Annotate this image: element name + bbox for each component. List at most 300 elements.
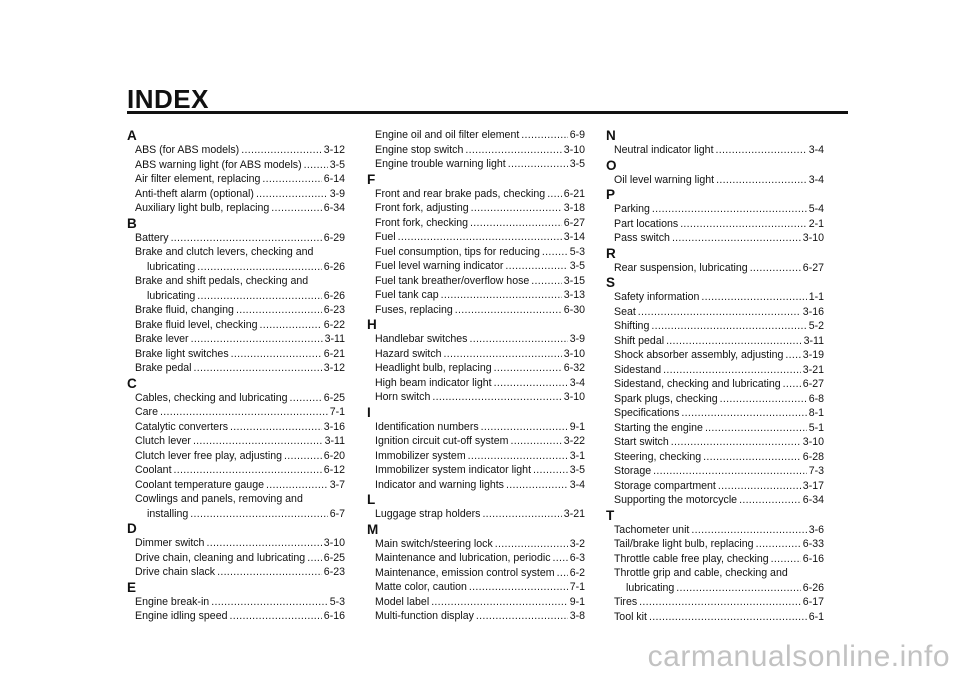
index-entry	[606, 334, 824, 349]
dot-leader	[716, 143, 807, 158]
dot-leader	[739, 493, 801, 508]
index-page-number: 5-1	[808, 421, 824, 434]
dot-leader	[206, 536, 321, 551]
index-entry	[367, 347, 585, 362]
index-entry	[127, 551, 345, 566]
index-entry-text: Engine break-in	[135, 595, 210, 608]
index-entry	[606, 464, 824, 479]
index-entry-text: Horn switch	[375, 391, 431, 403]
index-entry-text: Hazard switch	[375, 347, 442, 360]
index-page-number: 7-3	[808, 465, 824, 477]
index-entry	[127, 609, 345, 624]
index-entry-text: Engine idling speed	[135, 610, 228, 622]
dot-leader	[703, 450, 801, 465]
index-letter-heading: T	[606, 507, 615, 523]
dot-leader	[671, 435, 801, 450]
index-letter-heading: D	[127, 521, 137, 536]
dot-leader	[672, 231, 801, 246]
dot-leader	[505, 259, 567, 274]
index-entry	[127, 260, 345, 275]
index-entry-text: Shock absorber assembly, adjusting	[614, 349, 784, 361]
index-letter-heading: S	[606, 275, 616, 290]
index-entry-text: Auxiliary light bulb, replacing	[135, 202, 270, 214]
dot-leader	[211, 595, 327, 610]
dot-leader	[465, 143, 561, 158]
index-entry	[127, 391, 345, 406]
index-entry-text: Fuel level warning indicator	[375, 260, 504, 272]
dot-leader	[482, 507, 561, 522]
dot-leader	[307, 551, 322, 566]
index-entry	[606, 523, 824, 538]
index-entry-text: Engine trouble warning light	[375, 158, 506, 170]
index-entry-text: Immobilizer system indicator light	[375, 464, 532, 476]
index-page-number: 5-2	[808, 320, 824, 332]
index-entry	[127, 332, 345, 347]
page-title: INDEX	[127, 84, 209, 114]
index-entry	[127, 595, 345, 610]
index-entry	[367, 595, 585, 610]
index-entry	[367, 463, 585, 478]
index-entry	[367, 609, 585, 624]
dot-leader	[231, 347, 322, 362]
index-entry-text: Fuel tank breather/overflow hose	[375, 274, 530, 287]
index-entry	[367, 390, 585, 405]
dot-leader	[194, 361, 322, 376]
index-entry	[606, 392, 824, 407]
index-entry	[127, 172, 345, 187]
index-page-number: 3-21	[802, 363, 824, 376]
index-page-number: 3-4	[808, 144, 824, 156]
index-entry	[367, 478, 585, 493]
index-letter-heading: R	[606, 245, 616, 261]
title-rule	[127, 111, 848, 114]
index-entry	[127, 143, 345, 158]
index-entry-text: Clutch lever	[135, 435, 191, 447]
index-entry-text: Starting the engine	[614, 421, 703, 434]
dot-leader	[171, 231, 322, 246]
index-entry	[367, 143, 585, 158]
dot-leader	[441, 288, 562, 303]
index-entry	[606, 450, 824, 465]
index-letter-heading: A	[127, 128, 137, 143]
dot-leader	[444, 347, 562, 362]
dot-leader	[533, 463, 568, 478]
index-page-number: 6-12	[323, 464, 345, 476]
index-entry	[606, 143, 824, 158]
dot-leader	[718, 479, 801, 494]
index-page-number: 3-12	[323, 144, 345, 156]
index-entry-text: Dimmer switch	[135, 537, 205, 549]
index-page-number: 6-2	[569, 566, 585, 579]
dot-leader	[217, 565, 322, 580]
index-entry-text: Parking	[614, 203, 650, 215]
index-entry-text: Luggage strap holders	[375, 508, 481, 520]
index-entry	[367, 128, 585, 143]
index-entry-text: Cables, checking and lubricating	[135, 391, 288, 404]
index-page-number: 3-5	[329, 158, 345, 171]
index-entry-text: Tachometer unit	[614, 523, 690, 536]
index-entry-text: Throttle grip and cable, checking and	[614, 567, 788, 579]
dot-leader	[290, 391, 322, 406]
index-entry	[606, 479, 824, 494]
index-entry-text: Fuel consumption, tips for reducing	[375, 245, 540, 258]
dot-leader	[398, 230, 562, 245]
index-page-number: 6-26	[802, 581, 824, 594]
index-page-number: 3-4	[569, 478, 585, 491]
index-entry-text: lubricating	[626, 581, 675, 594]
index-entry	[606, 406, 824, 421]
index-entry-text: Supporting the motorcycle	[614, 494, 738, 506]
index-entry-text: Brake lever	[135, 333, 189, 345]
index-page-number: 3-21	[563, 508, 585, 520]
dot-leader	[476, 609, 568, 624]
index-entry-text: Sidestand, checking and lubricating	[614, 378, 781, 390]
index-page-number: 6-23	[323, 304, 345, 316]
index-page-number: 6-7	[329, 507, 345, 520]
index-page-number: 3-10	[563, 347, 585, 360]
index-entry	[606, 493, 824, 508]
index-entry	[367, 507, 585, 522]
index-letter-heading: M	[367, 521, 379, 537]
index-entry-text: Brake fluid, changing	[135, 304, 234, 316]
index-column-2	[367, 128, 585, 624]
index-entry	[367, 332, 585, 347]
dot-leader	[469, 332, 567, 347]
index-entry-text: High beam indicator light	[375, 376, 492, 389]
index-page-number: 9-1	[569, 595, 585, 608]
dot-leader	[236, 303, 322, 318]
dot-leader	[271, 201, 322, 216]
dot-leader	[262, 172, 321, 187]
index-entry-text: Neutral indicator light	[614, 144, 714, 156]
index-entry-text: Headlight bulb, replacing	[375, 362, 492, 374]
index-page-number: 3-10	[563, 143, 585, 156]
index-page-number: 6-1	[808, 610, 824, 623]
index-page-number: 3-2	[569, 537, 585, 550]
index-page-number: 6-28	[802, 450, 824, 463]
index-entry	[127, 318, 345, 333]
dot-leader	[680, 217, 807, 232]
dot-leader	[783, 377, 801, 392]
index-letter-heading: N	[606, 128, 616, 143]
index-page-number: 6-16	[323, 610, 345, 622]
dot-leader	[191, 332, 323, 347]
index-page-number: 3-17	[802, 479, 824, 492]
dot-leader	[481, 420, 568, 435]
dot-leader	[494, 361, 562, 376]
index-page-number: 3-10	[563, 391, 585, 403]
index-entry	[127, 536, 345, 551]
dot-leader	[705, 421, 807, 436]
index-entry	[606, 290, 824, 305]
index-entry-text: Specifications	[614, 407, 680, 419]
index-entry-text: Safety information	[614, 291, 700, 303]
index-entry	[127, 361, 345, 376]
index-entry	[606, 305, 824, 320]
dot-leader	[521, 128, 567, 143]
dot-leader	[304, 158, 328, 173]
index-page-number: 3-16	[802, 305, 824, 318]
index-entry-text: Storage compartment	[614, 479, 716, 492]
index-entry	[367, 566, 585, 581]
index-page-number: 3-11	[803, 334, 824, 347]
index-entry-text: Seat	[614, 305, 636, 318]
index-page-number: 3-19	[802, 349, 824, 361]
index-entry-text: Drive chain, cleaning and lubricating	[135, 551, 306, 564]
index-page-number: 3-14	[563, 231, 585, 243]
index-entry-text: Air filter element, replacing	[135, 173, 261, 185]
dot-leader	[174, 463, 322, 478]
index-entry	[127, 231, 345, 246]
index-entry-text: Fuel tank cap	[375, 289, 439, 301]
index-entry	[367, 274, 585, 289]
index-page-number: 6-26	[323, 260, 345, 273]
index-entry	[367, 230, 585, 245]
dot-leader	[160, 405, 328, 420]
dot-leader	[197, 260, 322, 275]
index-entry-text: Clutch lever free play, adjusting	[135, 449, 283, 462]
index-entry	[127, 565, 345, 580]
index-letter-heading: H	[367, 317, 377, 332]
index-entry	[367, 434, 585, 449]
index-entry	[606, 377, 824, 392]
index-entry	[367, 216, 585, 231]
index-page-number: 3-7	[329, 478, 345, 491]
index-entry-text: Matte color, caution	[375, 581, 467, 593]
index-entry-text: Ignition circuit cut-off system	[375, 435, 509, 447]
dot-leader	[653, 464, 807, 479]
index-page-number: 3-22	[563, 435, 585, 447]
index-page-number: 3-16	[323, 420, 345, 433]
index-entry	[606, 217, 824, 232]
index-page-number: 3-11	[324, 333, 345, 345]
index-entry-text: Front and rear brake pads, checking	[375, 187, 546, 200]
dot-leader	[230, 420, 322, 435]
index-entry-text: Fuses, replacing	[375, 303, 453, 316]
index-page-number: 3-9	[569, 333, 585, 345]
index-letter-heading: E	[127, 579, 137, 595]
index-letter-heading: O	[606, 157, 617, 173]
index-page-number: 6-3	[569, 552, 585, 564]
index-page-number: 6-14	[323, 173, 345, 185]
index-entry	[606, 348, 824, 363]
index-page-number: 2-1	[808, 217, 824, 230]
index-entry-text: Identification numbers	[375, 420, 479, 433]
index-entry	[606, 231, 824, 246]
index-page-number: 3-10	[802, 436, 824, 448]
index-entry	[606, 319, 824, 334]
dot-leader	[468, 449, 568, 464]
index-entry-text: Front fork, adjusting	[375, 202, 469, 214]
index-page-number: 3-13	[563, 289, 585, 301]
index-entry-text: Engine oil and oil filter element	[375, 129, 520, 141]
index-letter-heading: F	[367, 171, 376, 187]
index-entry-text: Shifting	[614, 320, 650, 332]
index-entry	[367, 187, 585, 202]
index-entry	[127, 420, 345, 435]
index-page-number: 6-21	[563, 187, 585, 200]
index-page-number: 6-9	[569, 129, 585, 141]
index-page-number: 6-27	[802, 378, 824, 390]
index-letter-heading: B	[127, 215, 137, 231]
index-entry	[127, 463, 345, 478]
dot-leader	[676, 581, 801, 596]
index-page-number: 9-1	[569, 420, 585, 433]
index-entry-text: Fuel	[375, 231, 396, 243]
index-entry	[127, 303, 345, 318]
index-page-number: 7-1	[569, 581, 585, 593]
index-page-number: 3-10	[802, 232, 824, 244]
dot-leader	[431, 595, 568, 610]
dot-leader	[531, 274, 562, 289]
index-entry-text: lubricating	[147, 260, 196, 273]
index-entry	[127, 187, 345, 202]
index-page-number: 3-9	[329, 187, 345, 200]
index-page-number: 6-25	[323, 551, 345, 564]
index-entry-text: Tires	[614, 596, 638, 608]
dot-leader	[494, 376, 568, 391]
index-entry-text: Cowlings and panels, removing and	[135, 493, 303, 505]
index-page-number: 6-25	[323, 391, 345, 404]
index-entry-text: Pass switch	[614, 232, 670, 244]
index-entry	[367, 449, 585, 464]
index-letter-heading: L	[367, 492, 376, 507]
dot-leader	[638, 305, 801, 320]
index-entry	[606, 610, 824, 625]
index-entry-text: Immobilizer system	[375, 449, 466, 462]
index-page-number: 3-12	[323, 362, 345, 374]
dot-leader	[455, 303, 562, 318]
index-entry	[367, 537, 585, 552]
dot-leader	[649, 610, 807, 625]
index-page-number: 5-3	[569, 245, 585, 258]
index-entry	[606, 595, 824, 610]
index-page-number: 3-5	[569, 158, 585, 170]
index-entry-text: Coolant temperature gauge	[135, 478, 264, 491]
dot-leader	[785, 348, 800, 363]
index-entry-text: Engine stop switch	[375, 143, 464, 156]
index-entry	[367, 361, 585, 376]
dot-leader	[771, 552, 801, 567]
index-page-number: 6-23	[323, 566, 345, 578]
index-entry	[127, 347, 345, 362]
index-entry	[367, 245, 585, 260]
index-entry	[606, 552, 824, 567]
index-page-number: 6-33	[802, 538, 824, 550]
index-page-number: 6-20	[323, 449, 345, 462]
dot-leader	[716, 173, 807, 188]
index-entry	[127, 478, 345, 493]
index-entry-text: Rear suspension, lubricating	[614, 261, 748, 274]
index-entry-text: Throttle cable free play, checking	[614, 552, 769, 565]
index-entry-text: installing	[147, 507, 189, 520]
index-entry-text: Catalytic converters	[135, 420, 229, 433]
index-entry-text: ABS (for ABS models)	[135, 144, 240, 156]
index-page-number: 3-1	[569, 449, 585, 462]
dot-leader	[229, 609, 321, 624]
index-entry-text: Start switch	[614, 436, 669, 448]
index-entry-text: Brake and clutch levers, checking and	[135, 246, 314, 258]
index-entry-text: Part locations	[614, 217, 679, 230]
index-page-number: 6-30	[563, 303, 585, 316]
index-entry	[367, 580, 585, 595]
dot-leader	[701, 290, 806, 305]
index-entry-text: Oil level warning light	[614, 173, 715, 186]
dot-leader	[284, 449, 322, 464]
index-page-number: 3-5	[569, 464, 585, 476]
index-entry	[127, 289, 345, 304]
index-entry-text: Handlebar switches	[375, 333, 468, 345]
index-entry-text: Drive chain slack	[135, 566, 216, 578]
index-page-number: 3-5	[569, 260, 585, 272]
dot-leader	[197, 289, 322, 304]
dot-leader	[691, 523, 806, 538]
dot-leader	[432, 390, 561, 405]
index-entry	[606, 173, 824, 188]
index-entry	[606, 537, 824, 552]
index-entry	[367, 259, 585, 274]
dot-leader	[510, 434, 561, 449]
dot-leader	[681, 406, 806, 421]
index-entry	[127, 405, 345, 420]
index-column-1	[127, 128, 345, 624]
index-page-number: 8-1	[808, 407, 824, 419]
index-page-number: 5-4	[808, 203, 824, 215]
index-entry	[367, 551, 585, 566]
index-entry-text: Storage	[614, 465, 652, 477]
index-entry	[606, 363, 824, 378]
dot-leader	[508, 157, 568, 172]
index-entry-text: Steering, checking	[614, 450, 702, 463]
index-page-number: 6-16	[802, 552, 824, 565]
index-page-number: 6-21	[323, 347, 345, 360]
index-page-number: 1-1	[808, 291, 824, 303]
index-letter-heading: I	[367, 404, 371, 420]
index-page-number: 6-17	[802, 596, 824, 608]
index-entry-text: Shift pedal	[614, 334, 665, 347]
index-entry-text: lubricating	[147, 289, 196, 302]
index-entry-text: Coolant	[135, 464, 172, 476]
index-entry	[606, 581, 824, 596]
index-entry-text: Sidestand	[614, 363, 662, 376]
dot-leader	[190, 507, 327, 522]
index-entry	[127, 434, 345, 449]
index-entry	[367, 420, 585, 435]
dot-leader	[241, 143, 322, 158]
dot-leader	[557, 566, 568, 581]
index-entry	[606, 202, 824, 217]
index-entry	[127, 449, 345, 464]
index-entry	[367, 376, 585, 391]
dot-leader	[553, 551, 568, 566]
index-entry	[367, 157, 585, 172]
index-entry-text: Maintenance, emission control system	[375, 566, 555, 579]
index-entry-text: Multi-function display	[375, 610, 474, 622]
index-entry-text: Battery	[135, 231, 169, 244]
index-entry	[127, 158, 345, 173]
index-entry	[606, 261, 824, 276]
dot-leader	[470, 216, 562, 231]
index-entry-text: ABS warning light (for ABS models)	[135, 158, 302, 171]
dot-leader	[756, 537, 801, 552]
dot-leader	[663, 363, 801, 378]
dot-leader	[666, 334, 802, 349]
index-entry-text: Maintenance and lubrication, periodic	[375, 552, 551, 564]
index-entry-text: Spark plugs, checking	[614, 392, 718, 405]
dot-leader	[193, 434, 323, 449]
index-letter-heading: P	[606, 187, 616, 202]
index-page-number: 6-8	[808, 392, 824, 405]
